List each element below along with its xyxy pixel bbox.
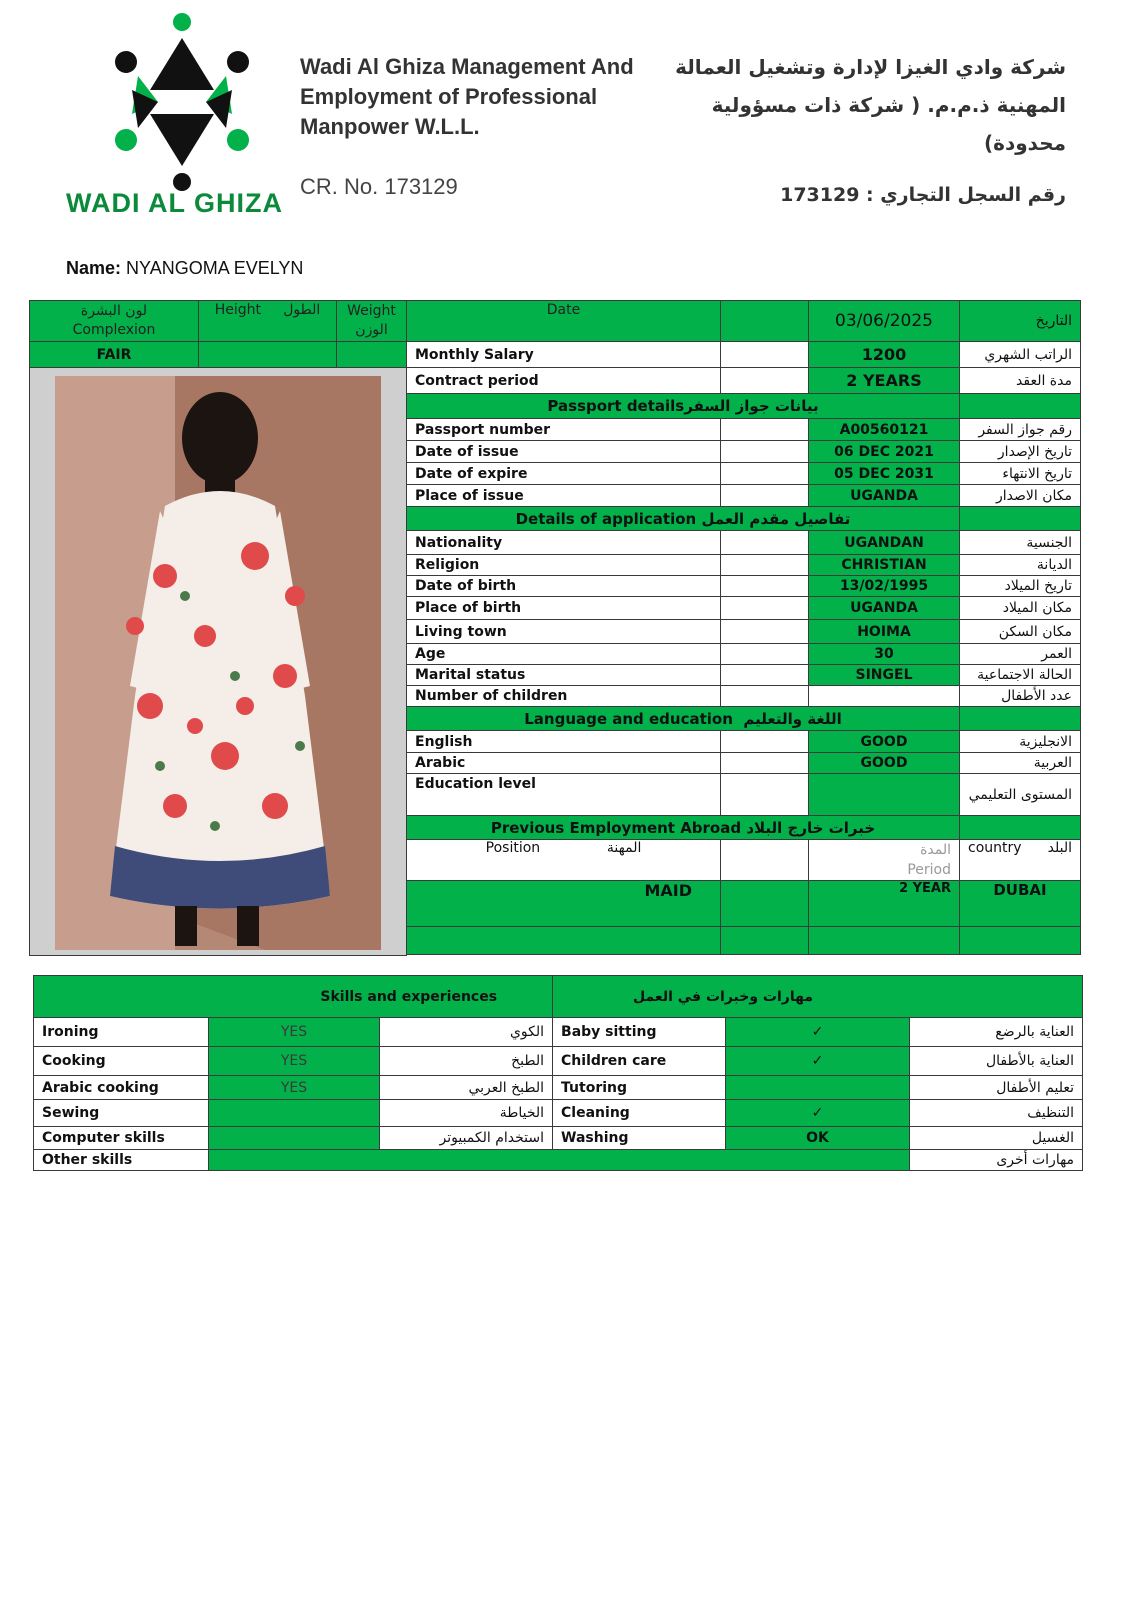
company-name-ar-line: محدودة): [984, 131, 1066, 155]
period-label-ar: المدة: [920, 842, 951, 858]
logo-text: WADI AL GHIZA: [66, 188, 283, 218]
computer-skills-label-ar: استخدام الكمبيوتر: [380, 1127, 553, 1150]
company-name-en-line: Manpower W.L.L.: [300, 114, 480, 139]
washing-label-ar: الغسيل: [910, 1127, 1083, 1150]
empty-cell: [721, 686, 809, 707]
other-skills-label-ar: مهارات أخرى: [910, 1150, 1083, 1171]
issue-date-label-ar: تاريخ الإصدار: [960, 441, 1081, 463]
application-title-en: Details of application: [515, 509, 697, 528]
education-value: [809, 774, 960, 816]
salary-label: Monthly Salary: [407, 342, 721, 368]
name-label: Name:: [66, 258, 122, 278]
date-label: Date: [407, 301, 721, 342]
tutoring-label: Tutoring: [553, 1076, 726, 1100]
baby-sitting-label: Baby sitting: [553, 1018, 726, 1047]
other-skills-label: Other skills: [34, 1150, 209, 1171]
empty-cell: [721, 620, 809, 644]
empty-cell: [721, 463, 809, 485]
company-name-ar-line: المهنية ذ.م.م. ( شركة ذات مسؤولية: [711, 93, 1066, 117]
skills-table: [33, 975, 1083, 1171]
birth-date-label: Date of birth: [407, 576, 721, 597]
company-name-en-line: Wadi Al Ghiza Management And: [300, 54, 634, 79]
employment-period: 2 YEAR: [809, 881, 960, 927]
application-title-ar: تفاصيل مقدم العمل: [701, 509, 851, 528]
weight-value: [337, 342, 407, 368]
age-label-ar: العمر: [960, 644, 1081, 665]
marital-status-label: Marital status: [407, 665, 721, 686]
empty-cell: [960, 394, 1081, 419]
contract-label-ar: مدة العقد: [960, 368, 1081, 394]
empty-cell: [721, 301, 809, 342]
arabic-label-ar: العربية: [960, 753, 1081, 774]
ironing-label-ar: الكوي: [380, 1018, 553, 1047]
weight-header: [337, 301, 407, 342]
issue-place-label-ar: مكان الاصدار: [960, 485, 1081, 507]
applicant-name: NYANGOMA EVELYN: [126, 258, 304, 278]
cleaning-label: Cleaning: [553, 1100, 726, 1127]
empty-cell: [960, 927, 1081, 955]
english-label-ar: الانجليزية: [960, 731, 1081, 753]
empty-cell: [407, 927, 721, 955]
expire-date-value: 05 DEC 2031: [809, 463, 960, 485]
english-value: GOOD: [809, 731, 960, 753]
issue-place-label: Place of issue: [407, 485, 721, 507]
period-label-en: Period: [907, 862, 951, 878]
sewing-value: [209, 1100, 380, 1127]
employment-section-title: [407, 816, 960, 840]
passport-number-value: A00560121: [809, 419, 960, 441]
weight-label-en: Weight: [347, 303, 396, 319]
arabic-cooking-label-ar: الطبخ العربي: [380, 1076, 553, 1100]
expire-date-label-ar: تاريخ الانتهاء: [960, 463, 1081, 485]
birth-place-value: UGANDA: [809, 597, 960, 620]
employment-title-en: Previous Employment Abroad: [490, 818, 742, 837]
education-label: Education level: [407, 774, 721, 816]
weight-label-ar: الوزن: [355, 322, 388, 338]
cr-number-ar: رقم السجل التجاري : 173129: [780, 184, 1066, 206]
passport-title-ar: بيانات جواز السفر: [684, 397, 819, 415]
washing-label: Washing: [553, 1127, 726, 1150]
empty-cell: [721, 731, 809, 753]
issue-date-value: 06 DEC 2021: [809, 441, 960, 463]
passport-number-label-ar: رقم جواز السفر: [960, 419, 1081, 441]
empty-cell: [960, 707, 1081, 731]
height-header: [199, 301, 337, 342]
passport-section-title: [407, 394, 960, 419]
washing-value: OK: [726, 1127, 910, 1150]
issue-place-value: UGANDA: [809, 485, 960, 507]
age-label: Age: [407, 644, 721, 665]
empty-cell: [721, 531, 809, 555]
cooking-label-ar: الطبخ: [380, 1047, 553, 1076]
empty-cell: [721, 342, 809, 368]
birth-date-value: 13/02/1995: [809, 576, 960, 597]
country-label-en: country: [968, 840, 1022, 856]
birth-place-label: Place of birth: [407, 597, 721, 620]
living-town-label-ar: مكان السكن: [960, 620, 1081, 644]
language-title-en: Language and education: [524, 709, 733, 728]
empty-cell: [721, 419, 809, 441]
empty-cell: [721, 927, 809, 955]
sewing-label: Sewing: [34, 1100, 209, 1127]
height-label-ar: الطول: [283, 302, 321, 318]
empty-cell: [721, 368, 809, 394]
ironing-value: YES: [209, 1018, 380, 1047]
date-label-ar: التاريخ: [960, 301, 1081, 342]
baby-sitting-label-ar: العناية بالرضع: [910, 1018, 1083, 1047]
cooking-label: Cooking: [34, 1047, 209, 1076]
sewing-label-ar: الخياطة: [380, 1100, 553, 1127]
living-town-value: HOIMA: [809, 620, 960, 644]
empty-cell: [721, 840, 809, 881]
children-label-ar: عدد الأطفال: [960, 686, 1081, 707]
contract-label: Contract period: [407, 368, 721, 394]
tutoring-label-ar: تعليم الأطفال: [910, 1076, 1083, 1100]
contract-value: 2 YEARS: [809, 368, 960, 394]
living-town-label: Living town: [407, 620, 721, 644]
tutoring-value: [726, 1076, 910, 1100]
employment-position: MAID: [407, 881, 721, 927]
employment-country: DUBAI: [960, 881, 1081, 927]
passport-number-label: Passport number: [407, 419, 721, 441]
empty-cell: [960, 816, 1081, 840]
country-label-ar: البلد: [1047, 840, 1072, 856]
children-label: Number of children: [407, 686, 721, 707]
nationality-label-ar: الجنسية: [960, 531, 1081, 555]
complexion-value: FAIR: [30, 342, 199, 368]
arabic-value: GOOD: [809, 753, 960, 774]
cooking-value: YES: [209, 1047, 380, 1076]
empty-cell: [721, 665, 809, 686]
arabic-cooking-value: YES: [209, 1076, 380, 1100]
complexion-label-en: Complexion: [72, 322, 156, 338]
salary-label-ar: الراتب الشهري: [960, 342, 1081, 368]
language-title-ar: اللغة والتعليم: [743, 709, 842, 728]
religion-label: Religion: [407, 555, 721, 576]
arabic-label: Arabic: [407, 753, 721, 774]
date-value: 03/06/2025: [809, 301, 960, 342]
empty-cell: [721, 597, 809, 620]
position-label-en: Position: [485, 840, 541, 856]
company-name-en: [300, 52, 634, 142]
country-header: [960, 840, 1081, 881]
other-skills-value: [209, 1150, 910, 1171]
empty-cell: [721, 644, 809, 665]
language-section-title: [407, 707, 960, 731]
complexion-label-ar: لون البشرة: [80, 303, 148, 319]
computer-skills-label: Computer skills: [34, 1127, 209, 1150]
empty-cell: [721, 774, 809, 816]
empty-cell: [721, 881, 809, 927]
passport-title-en: Passport details: [547, 397, 685, 415]
company-logo: [62, 10, 302, 225]
arabic-cooking-label: Arabic cooking: [34, 1076, 209, 1100]
english-label: English: [407, 731, 721, 753]
empty-cell: [721, 485, 809, 507]
skills-title-ar: مهارات وخبرات في العمل: [553, 976, 1083, 1018]
birth-date-label-ar: تاريخ الميلاد: [960, 576, 1081, 597]
complexion-header: [30, 301, 199, 342]
applicant-photo: [55, 376, 381, 950]
education-label-ar: المستوى التعليمي: [960, 774, 1081, 816]
ironing-label: Ironing: [34, 1018, 209, 1047]
empty-cell: [809, 927, 960, 955]
marital-status-label-ar: الحالة الاجتماعية: [960, 665, 1081, 686]
empty-cell: [721, 576, 809, 597]
employment-title-ar: خبرات خارج البلاد: [746, 818, 876, 837]
height-value: [199, 342, 337, 368]
height-label-en: Height: [214, 302, 261, 318]
salary-value: 1200: [809, 342, 960, 368]
company-name-en-line: Employment of Professional: [300, 84, 598, 109]
empty-cell: [721, 753, 809, 774]
baby-sitting-check-icon: ✓: [726, 1018, 910, 1047]
photo-cell: [30, 368, 407, 956]
applicant-name-row: [66, 258, 303, 279]
period-header: [809, 840, 960, 881]
empty-cell: [721, 441, 809, 463]
children-care-label-ar: العناية بالأطفال: [910, 1047, 1083, 1076]
nationality-label: Nationality: [407, 531, 721, 555]
application-section-title: [407, 507, 960, 531]
cv-main-table: [29, 300, 1081, 956]
computer-skills-value: [209, 1127, 380, 1150]
expire-date-label: Date of expire: [407, 463, 721, 485]
position-header: [407, 840, 721, 881]
children-care-label: Children care: [553, 1047, 726, 1076]
cr-number-en: CR. No. 173129: [300, 174, 458, 199]
company-name-ar-line: شركة وادي الغيزا لإدارة وتشغيل العمالة: [675, 55, 1066, 79]
spacer: [407, 955, 1081, 956]
cleaning-label-ar: التنظيف: [910, 1100, 1083, 1127]
marital-status-value: SINGEL: [809, 665, 960, 686]
nationality-value: UGANDAN: [809, 531, 960, 555]
skills-title-en: Skills and experiences: [34, 976, 553, 1018]
children-value: [809, 686, 960, 707]
issue-date-label: Date of issue: [407, 441, 721, 463]
children-care-check-icon: ✓: [726, 1047, 910, 1076]
empty-cell: [721, 555, 809, 576]
empty-cell: [960, 507, 1081, 531]
birth-place-label-ar: مكان الميلاد: [960, 597, 1081, 620]
position-label-ar: المهنة: [606, 840, 642, 856]
religion-label-ar: الديانة: [960, 555, 1081, 576]
age-value: 30: [809, 644, 960, 665]
company-name-ar: [646, 48, 1066, 162]
cleaning-check-icon: ✓: [726, 1100, 910, 1127]
religion-value: CHRISTIAN: [809, 555, 960, 576]
